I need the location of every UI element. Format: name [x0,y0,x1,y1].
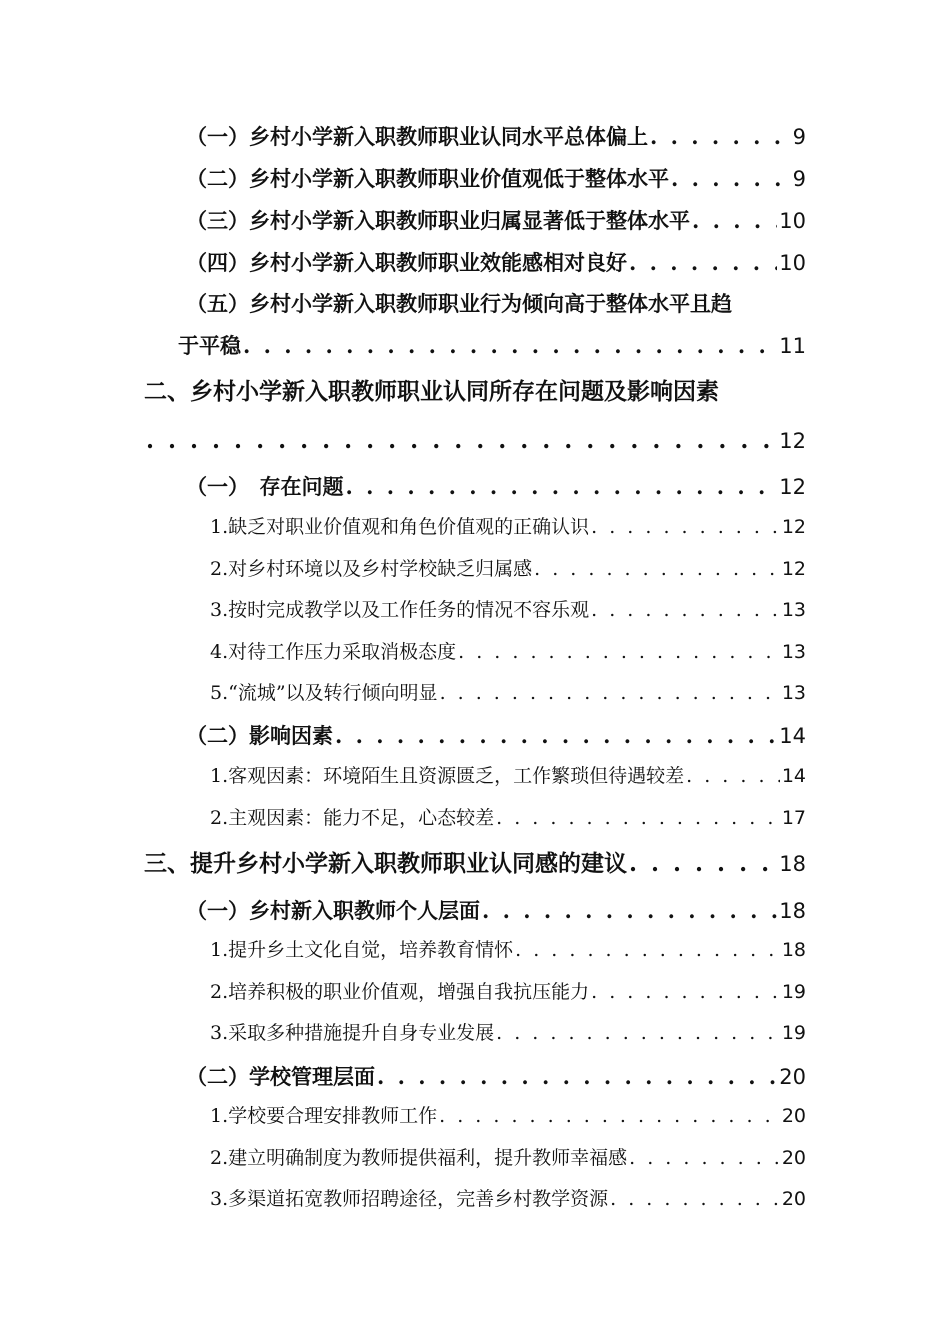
toc-entry-text: 二、乡村小学新入职教师职业认同所存在问题及影响因素 [144,378,719,405]
toc-entry-text: 于平稳 [178,333,241,358]
toc-leader [440,682,780,705]
toc-page-number: 10 [779,251,806,275]
toc-leader [496,807,780,830]
toc-subentry [210,1022,806,1045]
toc-chapter [144,378,806,406]
toc-leader [591,516,780,539]
toc-page-number: 18 [779,899,806,923]
toc-page-number: 12 [781,558,806,580]
toc-page-number: 19 [781,981,806,1003]
toc-page-number: 20 [779,1065,806,1089]
toc-entry-text: 1.提升乡土文化自觉，培养教育情怀 [210,939,514,961]
toc-entry-text: 1.缺乏对职业价值观和角色价值观的正确认识 [210,516,590,538]
toc-entry [186,124,806,150]
toc-subentry [210,1188,806,1211]
toc-leader [346,474,778,499]
toc-entry-text: （三）乡村小学新入职教师职业归属显著低于整体水平 [186,208,690,233]
toc-entry-text: （五）乡村小学新入职教师职业行为倾向高于整体水平且趋 [186,291,732,316]
toc-entry-text: （二）乡村小学新入职教师职业价值观低于整体水平 [186,166,669,191]
toc-leader [629,1147,780,1170]
toc-subentry [210,599,806,622]
toc-leader [534,558,780,581]
toc-leader [482,898,777,923]
toc-subentry [210,682,806,705]
toc-entry-text: （二）学校管理层面 [186,1064,375,1089]
toc-page-number: 18 [781,939,806,961]
toc-leader [439,1105,780,1128]
toc-leader [591,599,780,622]
toc-entry-text: 2.培养积极的职业价值观，增强自我抗压能力 [210,981,590,1003]
toc-page-number: 18 [779,852,806,876]
toc-page-number: 12 [779,429,806,453]
toc-entry-text: 4.对待工作压力采取消极态度 [210,641,457,663]
toc-page-number: 17 [781,807,806,829]
toc-entry [186,898,806,924]
toc-subentry [210,516,806,539]
toc-page-number: 20 [781,1105,806,1127]
toc-entry [186,474,806,500]
toc-entry-text: 1.学校要合理安排教师工作 [210,1105,438,1127]
toc-page-number: 9 [792,167,806,191]
toc-leader [629,850,777,878]
toc-leader [591,981,780,1004]
toc-leader [610,1188,780,1211]
toc-page-number: 20 [781,1188,806,1210]
toc-entry [186,250,806,276]
toc-leader [458,641,780,664]
toc-entry-text: 2.主观因素：能力不足，心态较差 [210,807,495,829]
toc-subentry [210,939,806,962]
toc-entry-text: （一）乡村新入职教师个人层面 [186,898,480,923]
toc-page-number: 9 [792,125,806,149]
toc-page-number: 14 [781,765,806,787]
toc-leader [629,250,777,275]
toc-entry [186,723,806,749]
toc-entry [178,333,806,359]
toc-entry-text: （四）乡村小学新入职教师职业效能感相对良好 [186,250,627,275]
toc-entry-text: （二）影响因素 [186,723,333,748]
toc-subentry [210,641,806,664]
toc-leader [243,333,777,358]
toc-page-number: 14 [779,724,806,748]
toc-entry-text: 三、提升乡村小学新入职教师职业认同感的建议 [144,850,627,877]
toc-leader [146,427,777,455]
toc-leader [335,723,777,748]
toc-entry-text: 2.对乡村环境以及乡村学校缺乏归属感 [210,558,533,580]
toc-subentry [210,1105,806,1128]
toc-chapter [144,850,806,878]
toc-entry [186,208,806,234]
toc-entry-text: 3.采取多种措施提升自身专业发展 [210,1022,495,1044]
toc-page-number: 19 [781,1022,806,1044]
toc-page-number: 11 [779,334,806,358]
toc-page-number: 12 [781,516,806,538]
toc-leader [671,166,791,191]
toc-subentry [210,807,806,830]
toc-entry-text: （一） 存在问题 [186,474,344,499]
toc-entry-text: 1.客观因素：环境陌生且资源匮乏，工作繁琐但待遇较差 [210,765,685,787]
toc-entry [186,1064,806,1090]
toc-page-number: 20 [781,1147,806,1169]
toc-leader [515,939,780,962]
toc-page-number: 12 [779,475,806,499]
toc-entry [186,166,806,192]
toc-leader [692,208,777,233]
toc-entry [186,291,806,316]
toc-leader [496,1022,780,1045]
toc-leader [686,765,780,788]
toc-page-number: 10 [779,209,806,233]
toc-entry-text: 2.建立明确制度为教师提供福利，提升教师幸福感 [210,1147,628,1169]
toc-leader [377,1064,777,1089]
toc-page-number: 13 [781,599,806,621]
toc-entry-text: 3.按时完成教学以及工作任务的情况不容乐观 [210,599,590,621]
toc-chapter-continued [144,427,806,455]
toc-entry-text: （一）乡村小学新入职教师职业认同水平总体偏上 [186,124,648,149]
toc-page-number: 13 [781,682,806,704]
toc-subentry [210,765,806,788]
toc-entry-text: 3.多渠道拓宽教师招聘途径，完善乡村教学资源 [210,1188,609,1210]
toc-subentry [210,981,806,1004]
toc-page-number: 13 [781,641,806,663]
toc-subentry [210,558,806,581]
toc-leader [650,124,791,149]
toc-subentry [210,1147,806,1170]
toc-entry-text: 5.“流城”以及转行倾向明显 [210,682,438,704]
